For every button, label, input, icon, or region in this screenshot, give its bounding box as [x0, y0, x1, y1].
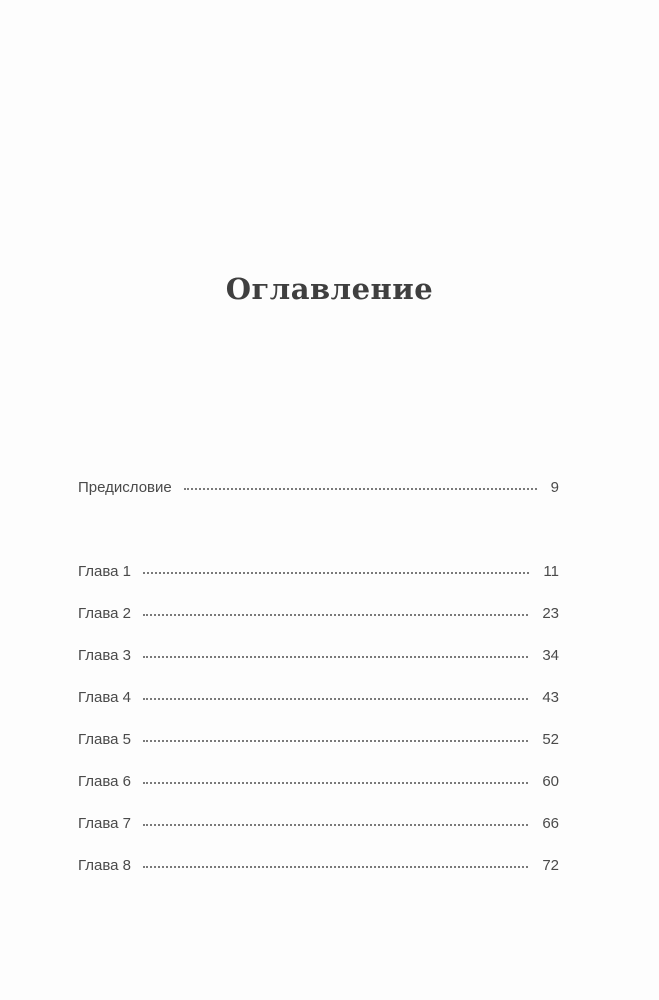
toc-entry-label: Глава 7: [78, 815, 132, 832]
toc-entry-preface[interactable]: [78, 479, 559, 501]
toc-entry-page: 72: [542, 857, 559, 874]
table-of-contents: [78, 0, 559, 1000]
dot-leader: [143, 865, 528, 868]
toc-entry-page: 43: [542, 689, 559, 706]
toc-entry-page: 9: [550, 479, 559, 496]
toc-entry-chapter-3[interactable]: [78, 647, 559, 669]
toc-entry-page: 60: [542, 773, 559, 790]
dot-leader: [143, 739, 528, 742]
toc-entry-chapter-1[interactable]: [78, 563, 559, 585]
page-title: Оглавление: [225, 272, 434, 306]
dot-leader: [143, 655, 528, 658]
toc-entry-chapter-8[interactable]: [78, 857, 559, 879]
toc-entry-label: Глава 6: [78, 773, 132, 790]
toc-entry-page: 23: [542, 605, 559, 622]
toc-entry-chapter-2[interactable]: [78, 605, 559, 627]
toc-entry-chapter-4[interactable]: [78, 689, 559, 711]
toc-entry-label: Глава 3: [78, 647, 132, 664]
toc-entry-page: 52: [542, 731, 559, 748]
toc-entry-label: Глава 1: [78, 563, 132, 580]
toc-entry-page: 66: [542, 815, 559, 832]
dot-leader: [143, 571, 529, 574]
toc-entry-chapter-6[interactable]: [78, 773, 559, 795]
dot-leader: [184, 487, 537, 490]
dot-leader: [143, 613, 528, 616]
toc-entry-label: Глава 8: [78, 857, 132, 874]
dot-leader: [143, 697, 528, 700]
toc-entry-page: 34: [542, 647, 559, 664]
toc-entry-label: Глава 5: [78, 731, 132, 748]
toc-entry-label: Глава 2: [78, 605, 132, 622]
toc-entry-chapter-5[interactable]: [78, 731, 559, 753]
toc-entry-chapter-7[interactable]: [78, 815, 559, 837]
toc-entry-label: Глава 4: [78, 689, 132, 706]
dot-leader: [143, 781, 528, 784]
toc-entry-label: Предисловие: [78, 479, 172, 496]
toc-entry-page: 11: [543, 563, 559, 580]
dot-leader: [143, 823, 528, 826]
